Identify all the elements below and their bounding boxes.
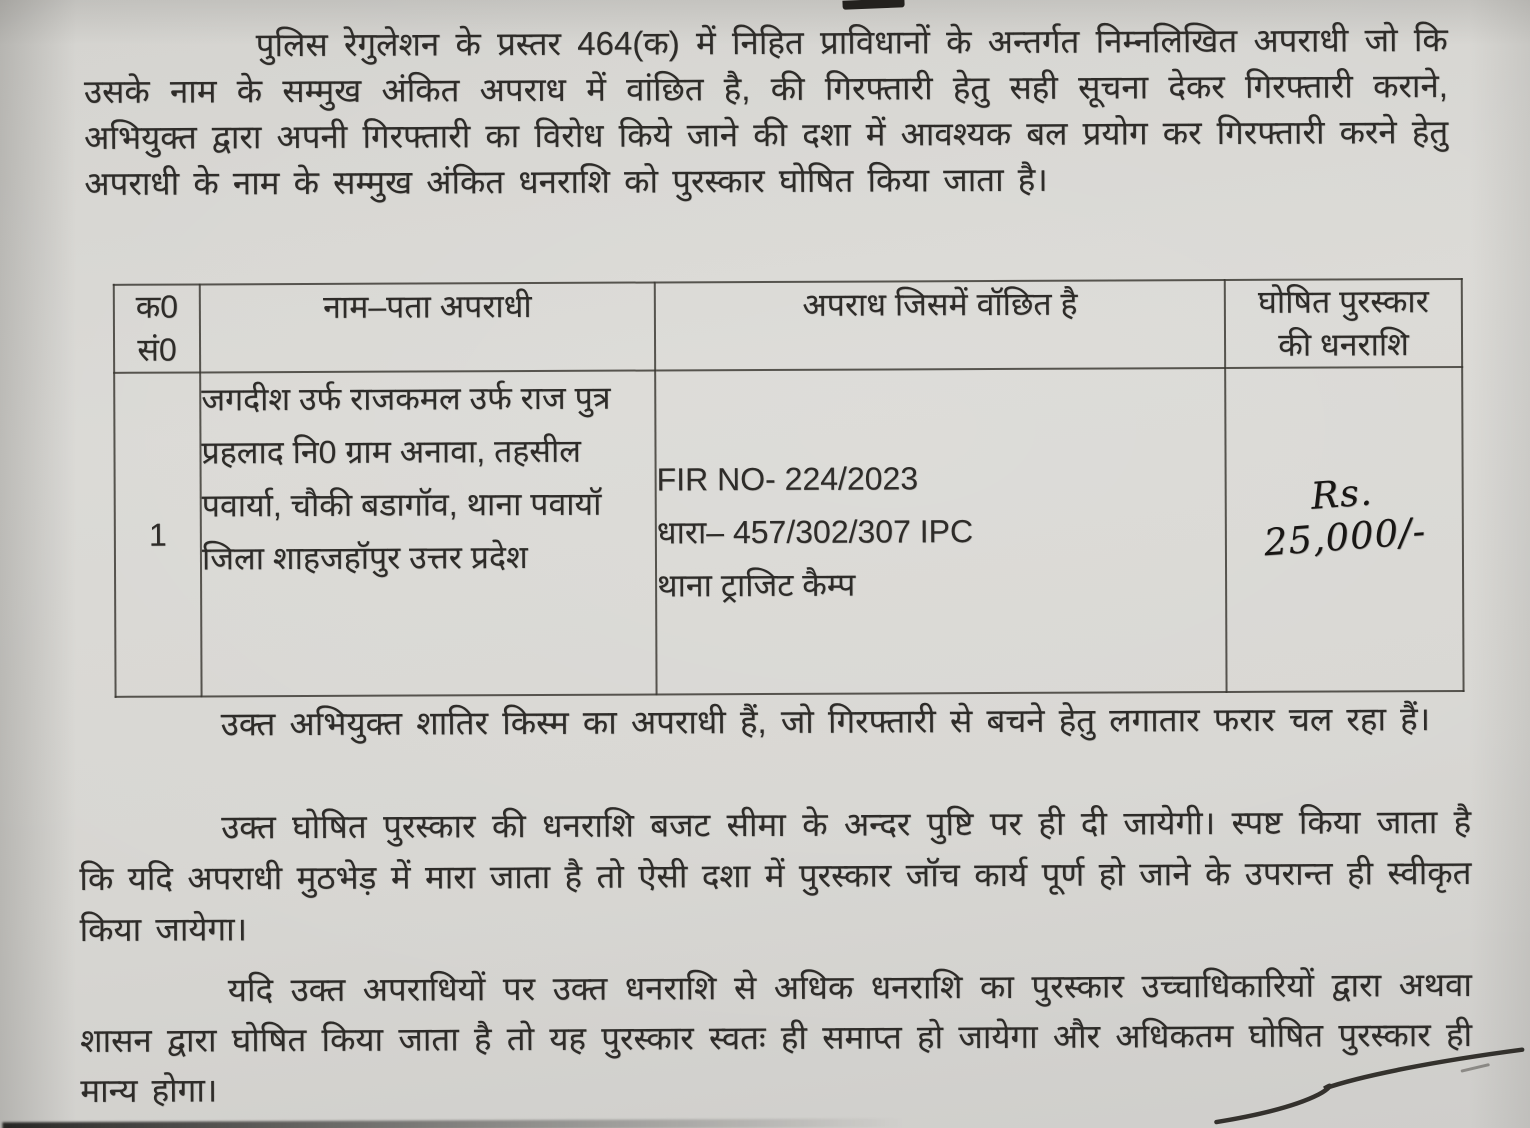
paragraph-budget-condition: उक्त घोषित पुरस्कार की धनराशि बजट सीमा के अन्दर पुष्टि पर ही दी जायेगी। स्पष्ट किया जाता है कि यदि अपराधी मुठभेड़ में मारा जाता है तो ऐसी दशा में पुरस्कार जॉच कार्य पूर्ण हो जाने के उपरान्त ही स्वीकृत किया जायेगा। — [79, 802, 1472, 948]
top-edge-mark — [842, 0, 904, 10]
reward-table — [113, 278, 1465, 698]
fir-number-line: FIR NO- 224/2023 — [656, 459, 919, 497]
table-header-row — [114, 279, 1462, 373]
header-serial-number: क0 सं0 — [114, 284, 200, 372]
intro-paragraph: पुलिस रेगुलेशन के प्रस्तर 464(क) में निहित प्राविधानों के अन्तर्गत निम्नलिखित अपराधी जो कि उसके नाम के सम्मुख अंकित अपराध में वांछित है, की गिरफ्तारी हेतु सही सूचना देकर गिरफ्तारी कराने, अभियुक्त द्वारा अपनी गिरफ्तारी का विरोध किये जाने की दशा में आवश्यक बल प्रयोग कर गिरफ्तारी करने हेतु अपराधी के नाम के सम्मुख अंकित धनराशि को पुरस्कार घोषित किया जाता है। — [83, 21, 1449, 202]
ipc-section-line: धारा– 457/302/307 IPC — [656, 512, 974, 550]
police-station-line: थाना ट्राजिट कैम्प — [657, 566, 856, 603]
handwritten-reward-amount: Rs. 25,000/- — [1262, 470, 1428, 565]
bottom-edge-shadow — [2, 1118, 951, 1128]
crime-cell — [655, 368, 1226, 694]
reward-cell — [1225, 367, 1463, 692]
serial-number-cell: 1 — [114, 372, 201, 696]
header-crime-wanted: अपराध जिसमें वॉछित है — [655, 280, 1225, 370]
signature-stroke — [1210, 1041, 1530, 1126]
paragraph-absconding: उक्त अभियुक्त शातिर किस्म का अपराधी हैं, जो गिरफ्तारी से बचने हेतु लगातार फरार चल रहा हैं। — [220, 700, 1431, 743]
name-address-cell: जगदीश उर्फ राजकमल उर्फ राज पुत्र प्रहलाद नि0 ग्राम अनावा, तहसील पवार्या, चौकी बडागॉव, थाना पवायॉ जिला शाहजहॉपुर उत्तर प्रदेश — [200, 370, 656, 696]
table-row — [114, 367, 1463, 697]
header-reward-amount: घोषित पुरस्कार की धनराशि — [1225, 279, 1462, 368]
header-name-address: नाम–पता अपराधी — [200, 282, 655, 372]
paragraph-higher-reward: यदि उक्त अपराधियों पर उक्त धनराशि से अधिक धनराशि का पुरस्कार उच्चाधिकारियों द्वारा अथवा शासन द्वारा घोषित किया जाता है तो यह पुरस्कार स्वतः ही समाप्त हो जायेगा और अधिकतम घोषित पुरस्कार ही मान्य होगा। — [79, 965, 1473, 1109]
